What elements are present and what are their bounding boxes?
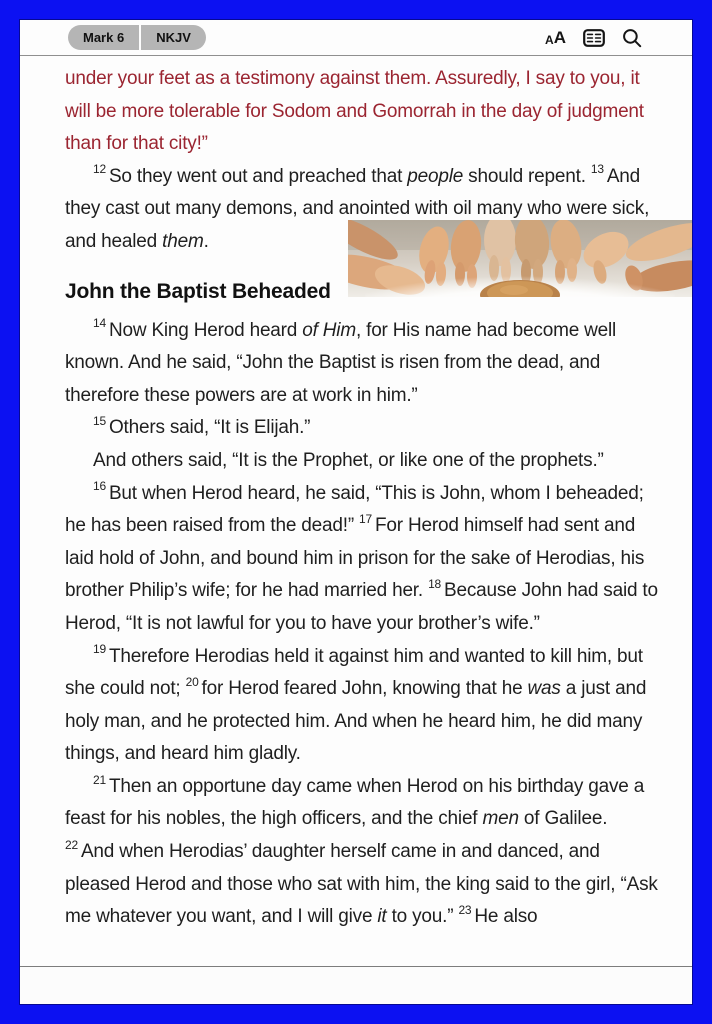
verse-number: 17 — [359, 511, 372, 526]
verse-paragraph[interactable] — [65, 478, 660, 641]
verse-text: Then an opportune day came when Herod on his birthday gave a feast for his nobles, the high officers, and the chief — [65, 775, 645, 830]
font-settings-button[interactable] — [545, 29, 566, 46]
verse-text: them — [162, 230, 204, 252]
verse-text: For Herod himself had sent and laid hold of John, and bound him in prison for the sake of Herodias, his brother Philip’s wife; for he had married her. — [65, 515, 645, 602]
verse-text: And they cast out many demons, and anointed with oil many who were sick, and healed — [65, 165, 650, 252]
verse-text: Others said, “It is Elijah.” — [108, 417, 311, 439]
verse-text: Because John had said to Herod, “It is not lawful for you to have your brother’s wife.” — [65, 580, 658, 634]
verse-paragraph[interactable] — [65, 63, 660, 161]
search-icon — [622, 28, 642, 48]
bible-reader-page — [20, 20, 692, 1004]
verse-number: 14 — [93, 316, 106, 331]
verse-text: He also — [474, 906, 538, 928]
verse-text: under your feet as a testimony against them. Assuredly, I say to you, it will be more tolerable for Sodom and Gomorrah in the day of judgment than for that city!” — [65, 68, 644, 155]
verse-text: And others said, “It is the Prophet, or like one of the prophets.” — [93, 449, 604, 471]
verse-paragraph[interactable] — [65, 641, 660, 771]
verse-text: people — [407, 165, 464, 187]
verse-text: , for His name had become well known. And he said, “John the Baptist is risen from the dead, and therefore these powers are at work in him.” — [65, 319, 617, 406]
verse-number: 20 — [185, 674, 199, 689]
verse-paragraph[interactable] — [65, 771, 660, 934]
font-settings-icon: A — [553, 28, 566, 47]
verse-text: of Galilee. — [518, 808, 608, 830]
verse-text: But when Herod heard, he said, “This is John, whom I beheaded; he has been raised from the dead!” — [65, 482, 644, 537]
verse-number: 23 — [458, 902, 472, 917]
verse-text: for Herod feared John, knowing that he — [201, 678, 528, 700]
verse-number: 16 — [93, 479, 106, 494]
chapter-text — [20, 56, 692, 934]
verse-text: . — [203, 230, 209, 252]
verse-text: Now King Herod heard — [108, 319, 303, 341]
font-settings-icon: A — [545, 33, 554, 47]
verse-number: 13 — [590, 162, 604, 177]
verse-text: it — [377, 906, 387, 928]
verse-text: Therefore Herodias held it against him and wanted to kill him, but she could not; — [65, 645, 643, 700]
reader-header — [20, 20, 692, 56]
verse-number: 21 — [93, 772, 106, 787]
parallel-reading-icon — [583, 29, 605, 47]
version-button[interactable]: NKJV — [141, 25, 206, 50]
book-chapter-button[interactable]: Mark 6 — [68, 25, 139, 50]
verse-number: 19 — [93, 642, 106, 657]
verse-text: was — [527, 678, 561, 700]
hands-bread-image — [348, 220, 692, 297]
verse-paragraph[interactable] — [65, 412, 660, 445]
header-icons — [545, 28, 642, 48]
verse-text: of Him — [302, 319, 356, 341]
reference-pill-group — [68, 25, 206, 50]
verse-text: And when Herodias’ daughter herself came in and danced, and pleased Herod and those who sat with him, the king said to the girl, “Ask me whatever you want, and I will give — [65, 841, 658, 928]
verse-text: a just and holy man, and he protected him. And when he heard him, he did many things, and heard him gladly. — [65, 678, 647, 765]
verse-number: 18 — [428, 576, 442, 591]
verse-number: 12 — [93, 162, 106, 177]
verse-text: men — [482, 808, 519, 830]
section-heading: John the Baptist Beheaded — [65, 279, 331, 303]
verse-number: 22 — [65, 837, 78, 852]
verse-paragraph[interactable] — [65, 445, 660, 478]
verse-number: 15 — [93, 414, 106, 429]
verse-text: So they went out and preached that — [108, 165, 408, 187]
search-button[interactable] — [622, 28, 642, 48]
verse-text: to you.” — [386, 906, 459, 928]
verse-paragraph[interactable] — [65, 315, 660, 413]
parallel-reading-button[interactable] — [583, 29, 605, 47]
page-footer — [20, 966, 692, 1004]
verse-text: should repent. — [463, 165, 591, 187]
